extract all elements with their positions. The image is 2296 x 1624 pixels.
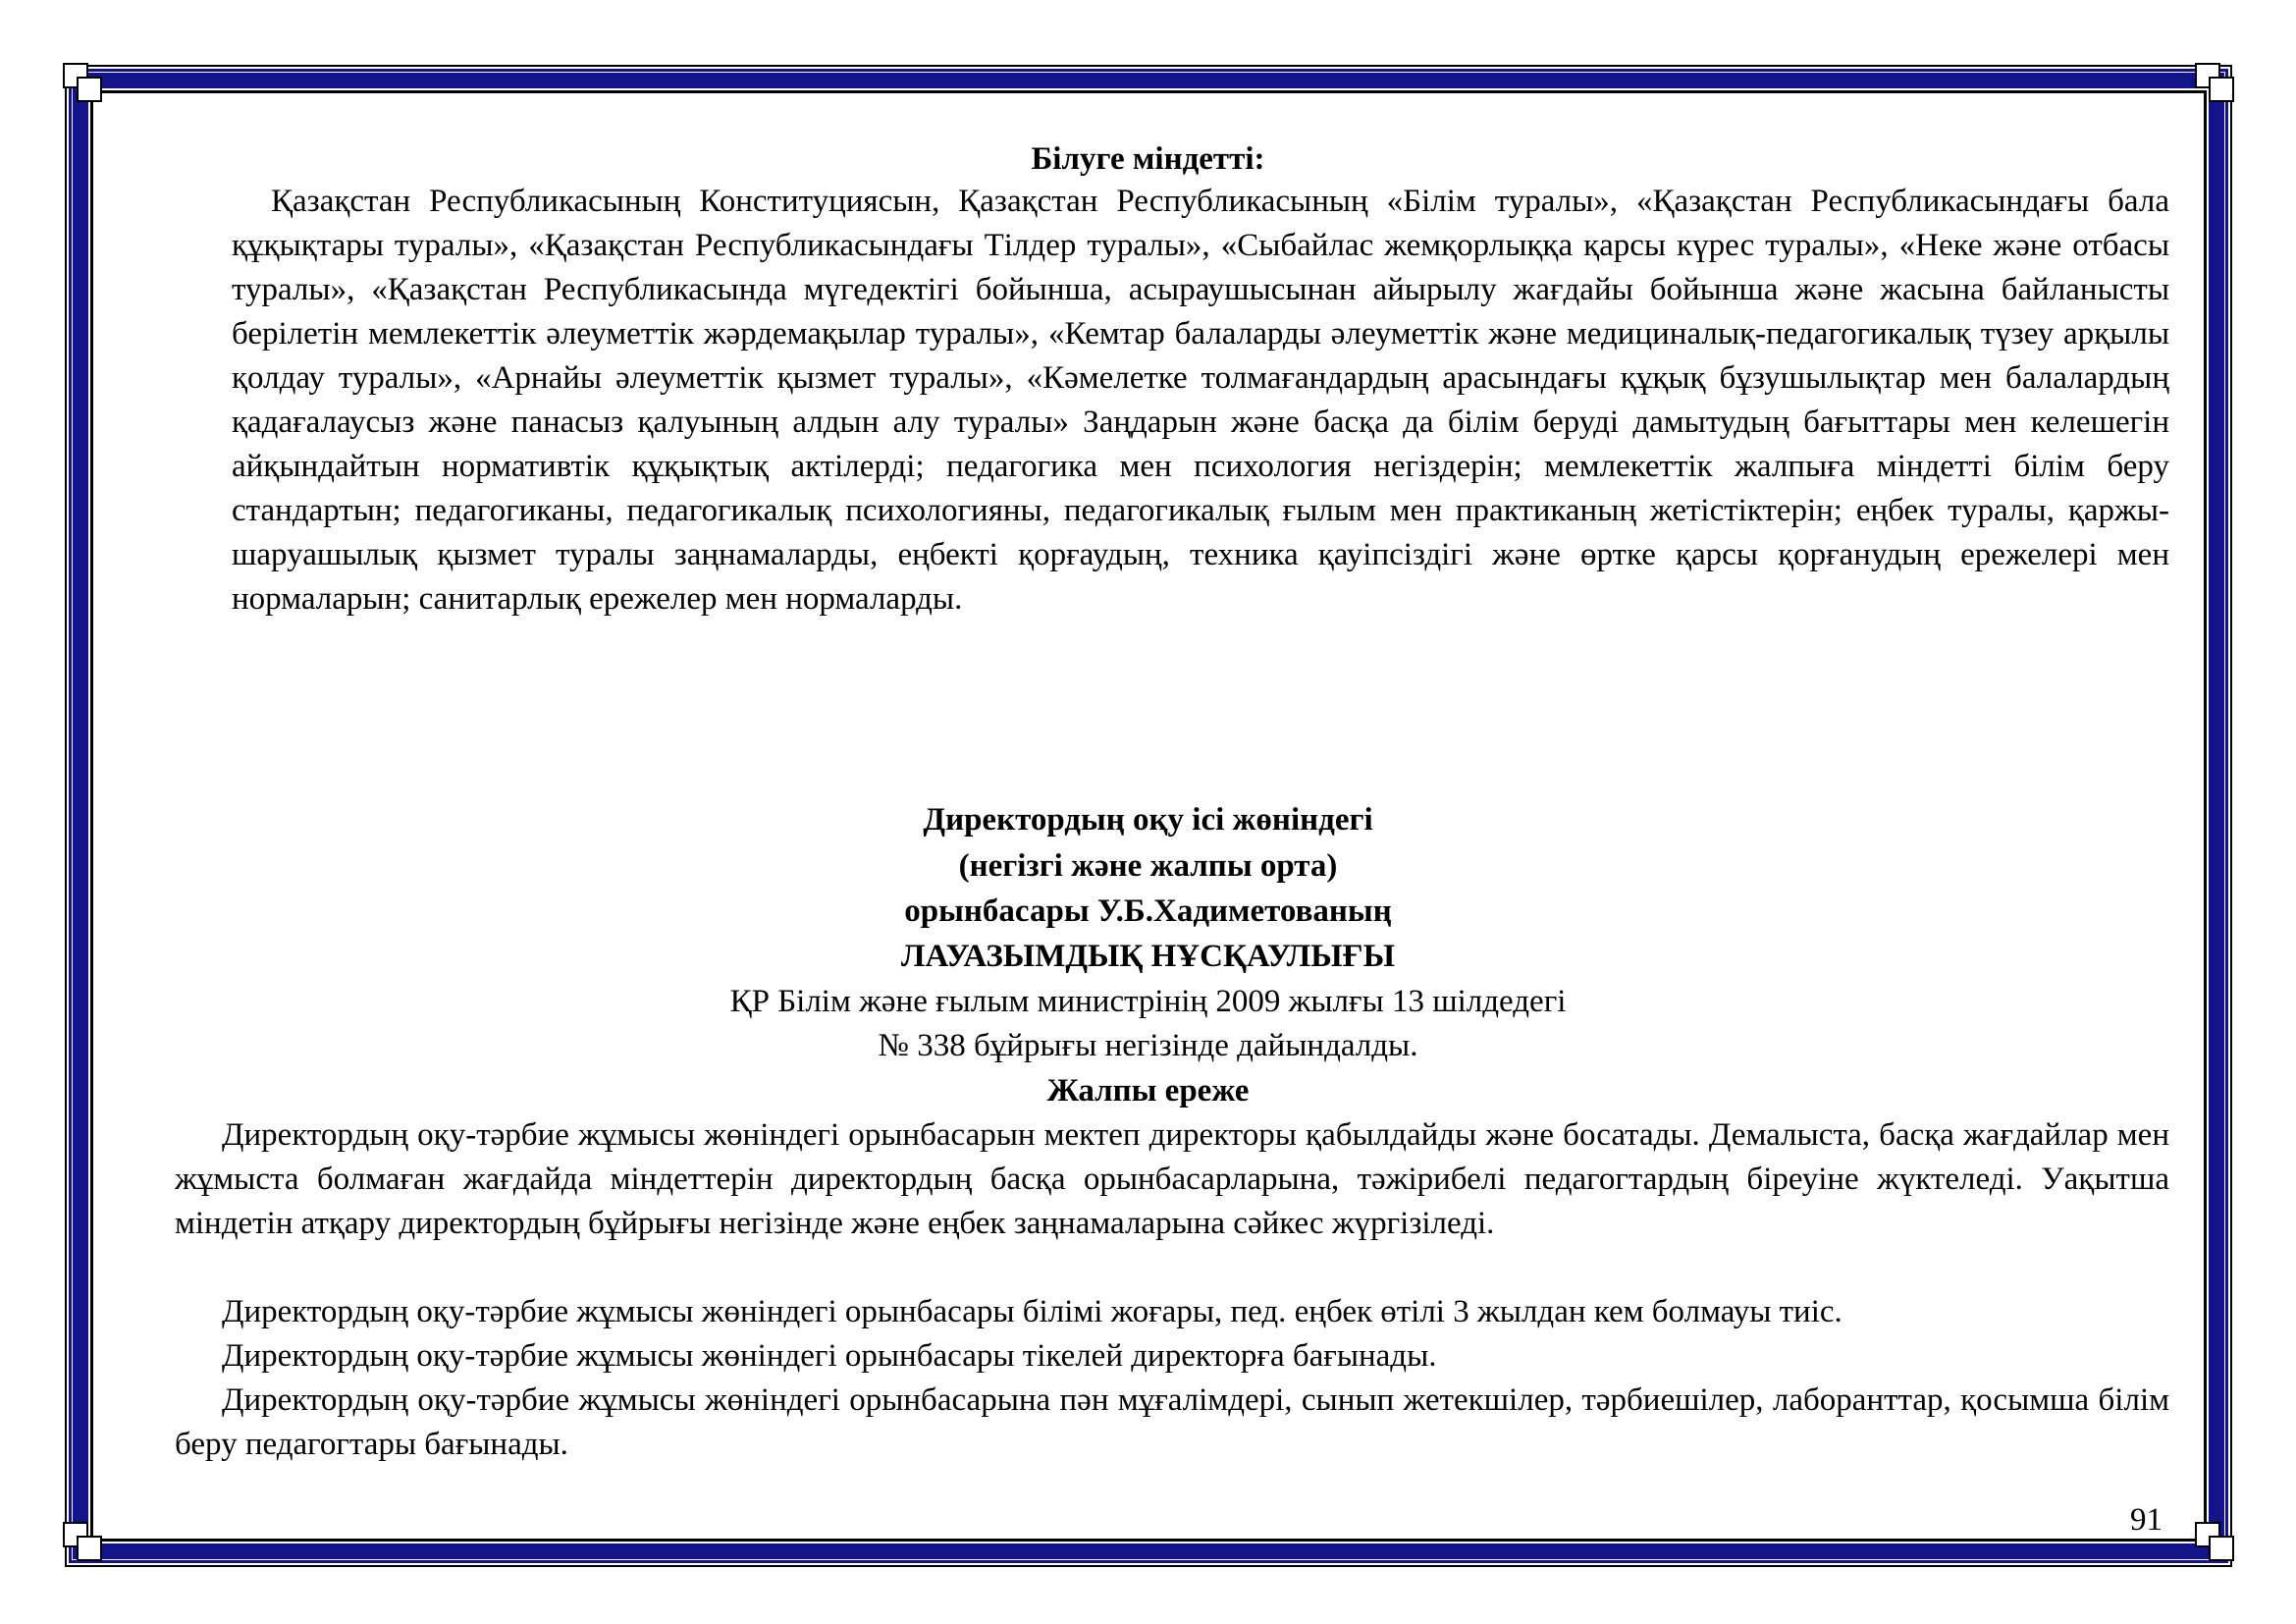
provision-paragraph-2: Директордың оқу-тәрбие жұмысы жөніндегі орынбасары білімі жоғары, пед. еңбек өтілі 3 жылдан кем болмауы тиіс. (222, 1294, 1842, 1329)
knowledge-paragraph: Қазақстан Республикасының Конституциясын, Қазақстан Республикасының «Білім туралы», «Қазақстан Республикасындағы бала құқықтары туралы», «Қазақстан Республикасындағы Тілдер туралы», «Сыбайлас жемқорлыққа қарсы күрес туралы», «Неке және отбасы туралы», «Қазақстан Республикасында мүгедектігі бойынша, асыраушысынан айырылу жағдайы бойынша және жасына байланысты берілетін мемлекеттік әлеуметтік жәрдемақылар туралы», «Кемтар балаларды әлеуметтік және медициналық-педагогикалық түзеу арқылы қолдау туралы», «Арнайы әлеуметтік қызмет туралы», «Кәмелетке толмағандардың арасындағы құқық бұзушылықтар мен балалардың қадағалаусыз және панасыз қалуының алдын алу туралы» Заңдарын және басқа да білім беруді дамытудың бағыттары мен келешегін айқындайтын нормативтік құқықтық актілерді; педагогика мен психология негіздерін; мемлекеттік жалпыға міндетті білім беру стандартын; педагогиканы, педагогикалық психологияны, педагогикалық ғылым мен практиканың жетістіктерін; еңбек туралы, қаржы-шаруашылық қызмет туралы заңнамаларды, еңбекті қорғаудың, техника қауіпсіздігі және өртке қарсы қорғанудың ережелері мен нормаларын; санитарлық ережелер мен нормаларды. (232, 184, 2169, 617)
doc-title-line-2: (негізгі және жалпы орта) (958, 848, 1338, 884)
doc-title-main: ЛАУАЗЫМДЫҚ НҰСҚАУЛЫҒЫ (900, 939, 1396, 974)
provision-paragraph-4: Директордың оқу-тәрбие жұмысы жөніндегі орынбасарына пән мұғалімдері, сынып жетекшілер, тәрбиешілер, лаборанттар, қосымша білім беру педагогтары бағынады. (175, 1382, 2169, 1462)
page-number: 91 (2130, 1502, 2163, 1538)
provision-paragraph-1: Директордың оқу-тәрбие жұмысы жөніндегі орынбасарын мектеп директоры қабылдайды және босатады. Демалыста, басқа жағдайлар мен жұмыста болмаған жағдайда міндеттерін директордың басқа орынбасарларына, тәжірибелі педагогтардың біреуіне жүктеледі. Уақытша міндетін атқару директордың бұйрығы негізінде және еңбек заңнамаларына сәйкес жүргізіледі. (175, 1117, 2169, 1241)
general-provisions-heading: Жалпы ереже (1046, 1073, 1250, 1109)
doc-title-line-3: орынбасары У.Б.Хадиметованың (904, 893, 1392, 929)
doc-subtitle-number: № 338 бұйрығы негізінде дайындалды. (878, 1028, 1418, 1063)
section-heading: Білуге міндетті: (1031, 141, 1265, 177)
provision-paragraph-3: Директордың оқу-тәрбие жұмысы жөніндегі орынбасары тікелей директорға бағынады. (222, 1338, 1437, 1374)
doc-title-line-1: Директордың оқу ісі жөніндегі (923, 802, 1373, 838)
doc-subtitle-order: ҚР Білім және ғылым министрінің 2009 жылғы 13 шілдедегі (729, 984, 1567, 1019)
